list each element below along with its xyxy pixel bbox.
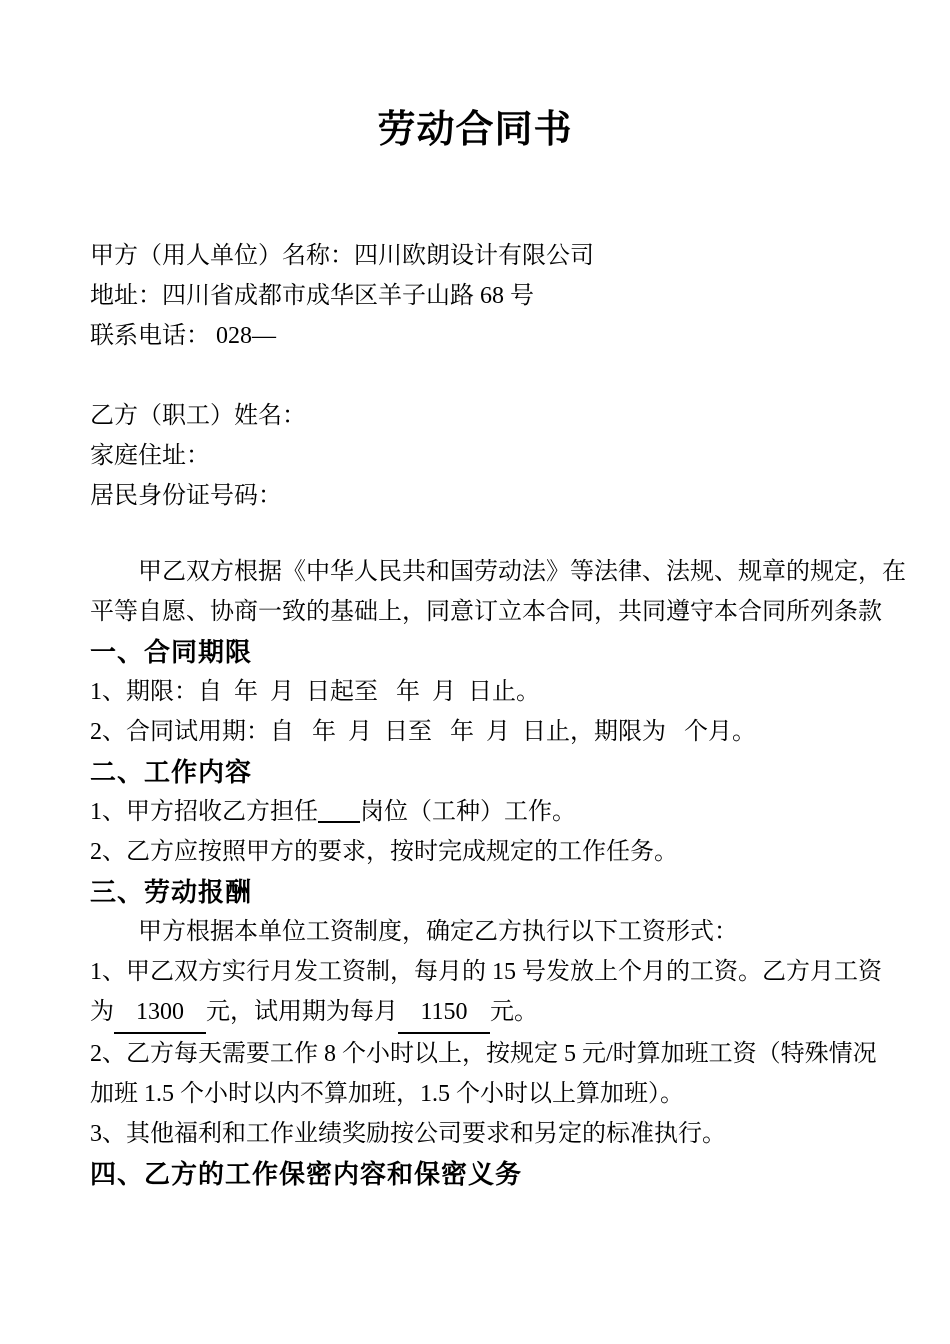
- document-title: 劳动合同书: [377, 109, 573, 151]
- section2-item1-post: 岗位（工种）工作。: [360, 799, 576, 825]
- section2-item1-pre: 1、甲方招收乙方担任: [90, 799, 318, 825]
- preamble-line-1: 甲乙双方根据《中华人民共和国劳动法》等法律、法规、规章的规定，在: [90, 559, 906, 585]
- blank-line: [90, 356, 940, 396]
- section3-heading: 三、劳动报酬: [90, 877, 253, 907]
- section3-item2-line1: 2、乙方每天需要工作 8 个小时以上，按规定 5 元/时算加班工资（特殊情况: [90, 1041, 877, 1067]
- blank-line: [90, 516, 940, 552]
- salary-prefix: 为: [90, 999, 114, 1025]
- party-b-name-line: 乙方（职工）姓名：: [90, 403, 306, 429]
- preamble-line-2: 平等自愿、协商一致的基础上，同意订立本合同，共同遵守本合同所列条款: [90, 599, 882, 625]
- section1-heading: 一、合同期限: [90, 637, 253, 667]
- party-a-name-line: 甲方（用人单位）名称：四川欧朗设计有限公司: [90, 243, 594, 269]
- section4-heading: 四、乙方的工作保密内容和保密义务: [90, 1159, 523, 1189]
- salary-suffix: 元。: [490, 999, 538, 1025]
- section3-item1-line2: [90, 992, 940, 1034]
- salary-middle: 元，试用期为每月: [206, 999, 398, 1025]
- monthly-salary-value: 1300: [114, 992, 206, 1034]
- section2-item2: 2、乙方应按照甲方的要求，按时完成规定的工作任务。: [90, 839, 678, 865]
- section1-item2: 2、合同试用期：自 年 月 日至 年 月 日止，期限为 个月。: [90, 719, 756, 745]
- section3-intro: 甲方根据本单位工资制度，确定乙方执行以下工资形式：: [90, 919, 738, 945]
- title-spacer: [0, 158, 950, 236]
- section1-item1: 1、期限：自 年 月 日起至 年 月 日止。: [90, 679, 540, 705]
- probation-salary-value: 1150: [398, 992, 490, 1034]
- party-b-id-line: 居民身份证号码：: [90, 483, 282, 509]
- section2-item1: [90, 792, 940, 832]
- section3-item1-line1: 1、甲乙双方实行月发工资制，每月的 15 号发放上个月的工资。乙方月工资: [90, 959, 882, 985]
- document-body: [0, 236, 950, 1194]
- section3-item2-line2: 加班 1.5 个小时以内不算加班，1.5 个小时以上算加班）。: [90, 1081, 684, 1107]
- position-blank-underline: [318, 799, 360, 823]
- party-b-address-line: 家庭住址：: [90, 443, 210, 469]
- section3-item3: 3、其他福利和工作业绩奖励按公司要求和另定的标准执行。: [90, 1121, 726, 1147]
- party-a-address-line: 地址：四川省成都市成华区羊子山路 68 号: [90, 283, 534, 309]
- section2-heading: 二、工作内容: [90, 757, 253, 787]
- party-a-phone-line: 联系电话： 028—: [90, 323, 276, 349]
